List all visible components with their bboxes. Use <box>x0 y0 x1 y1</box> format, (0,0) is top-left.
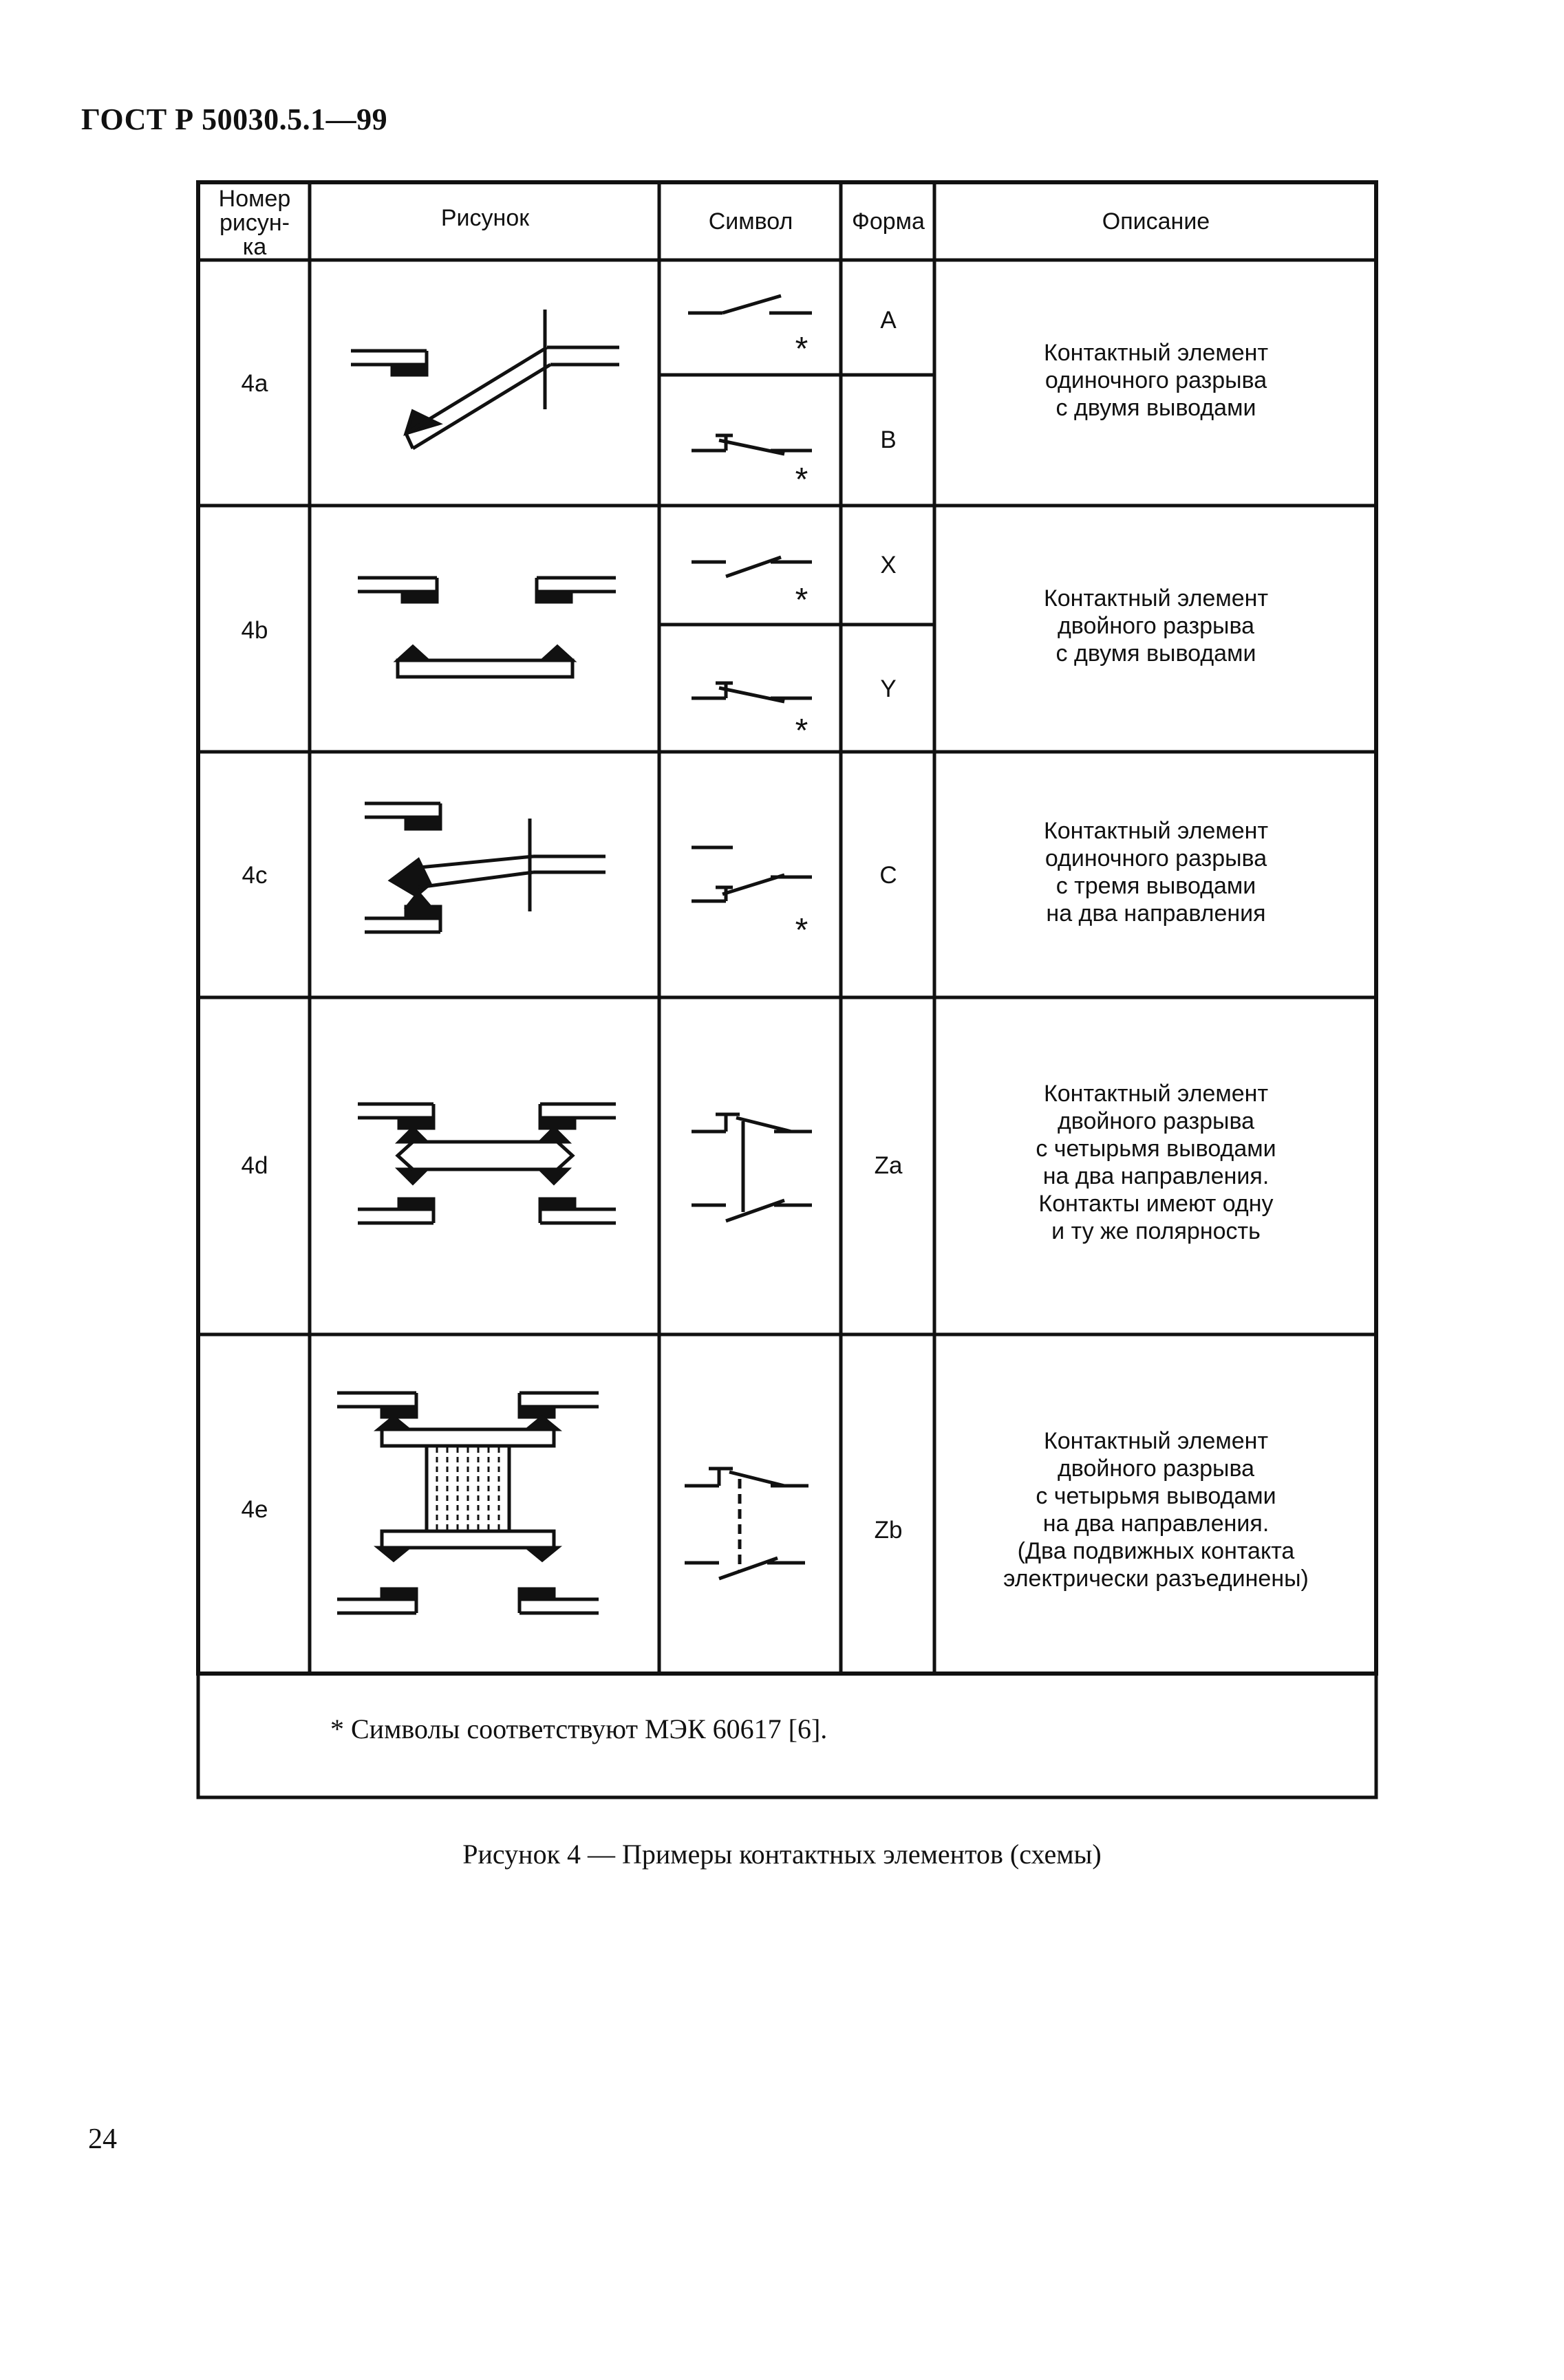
form-A: A <box>880 307 897 334</box>
drawing-4e <box>337 1393 599 1613</box>
symbol-B <box>692 435 812 454</box>
description-line: двойного разрыва <box>1057 1456 1255 1482</box>
description-line: двойного разрыва <box>1057 613 1255 639</box>
description-line: Контактный элемент <box>1043 340 1269 366</box>
description-4d <box>937 1080 1375 1245</box>
description-4c <box>937 817 1375 927</box>
form-Y: Y <box>880 675 897 702</box>
row-number-4c: 4c <box>242 862 268 889</box>
description-line: электрически разъединены) <box>1003 1566 1309 1592</box>
description-line: на два направления. <box>1042 1163 1270 1189</box>
description-line: и ту же полярность <box>1051 1218 1261 1244</box>
drawing-4b <box>358 578 616 677</box>
description-line: на два направления. <box>1042 1511 1270 1537</box>
description-4e <box>937 1427 1375 1592</box>
description-line: на два направления <box>1046 900 1266 927</box>
symbol-Za <box>692 1114 812 1221</box>
symbol-A <box>688 296 812 313</box>
description-line: Контактный элемент <box>1043 585 1269 612</box>
description-line: с двумя выводами <box>1056 395 1256 421</box>
column-header-description: Описание <box>1102 208 1210 235</box>
description-line: (Два подвижных контакта <box>1017 1538 1295 1564</box>
drawing-4c <box>365 803 606 932</box>
column-header-number <box>201 187 308 259</box>
column-header-number-line: Номер <box>218 186 291 212</box>
description-line: одиночного разрыва <box>1045 367 1267 393</box>
description-4b <box>937 585 1375 667</box>
symbol-X <box>692 557 812 576</box>
symbol-footnote-mark: * <box>795 713 808 749</box>
column-header-drawing: Рисунок <box>440 205 530 231</box>
column-header-form: Форма <box>852 208 925 235</box>
form-B: B <box>880 426 897 453</box>
column-header-number-line: рисун- <box>219 210 290 236</box>
column-header-number-line: ка <box>242 234 267 260</box>
row-number-4b: 4b <box>241 617 268 644</box>
drawing-4d <box>358 1104 616 1223</box>
row-number-4d: 4d <box>241 1152 268 1179</box>
description-line: Контактный элемент <box>1043 1428 1269 1454</box>
column-header-symbol: Символ <box>708 208 793 235</box>
description-line: Контактный элемент <box>1043 818 1269 844</box>
figure-caption: Рисунок 4 — Примеры контактных элементов (схемы) <box>462 1839 1102 1870</box>
symbol-footnote-mark: * <box>795 331 808 367</box>
description-line: двойного разрыва <box>1057 1108 1255 1134</box>
row-number-4e: 4e <box>241 1496 268 1523</box>
form-X: X <box>880 552 897 578</box>
form-Za: Za <box>874 1152 903 1179</box>
row-number-4a: 4a <box>241 370 268 397</box>
symbol-footnote-mark: * <box>795 582 808 618</box>
description-line: с тремя выводами <box>1056 873 1256 899</box>
form-Zb: Zb <box>874 1517 903 1544</box>
symbol-Y <box>692 683 812 702</box>
drawing-4a <box>351 310 619 448</box>
description-line: с четырьмя выводами <box>1036 1483 1276 1509</box>
description-line: Контакты имеют одну <box>1038 1191 1274 1217</box>
description-4a <box>937 339 1375 422</box>
symbol-footnote-mark: * <box>795 462 808 498</box>
symbol-footnote-mark: * <box>795 912 808 949</box>
symbol-C <box>692 847 812 901</box>
standard-designation: ГОСТ Р 50030.5.1—99 <box>81 102 388 136</box>
symbol-Zb <box>685 1469 808 1579</box>
table-footnote: * Символы соответствуют МЭК 60617 [6]. <box>330 1713 828 1744</box>
description-line: Контактный элемент <box>1043 1081 1269 1107</box>
description-line: с двумя выводами <box>1056 640 1256 667</box>
form-C: C <box>879 862 897 889</box>
page-number: 24 <box>88 2123 117 2155</box>
description-line: одиночного разрыва <box>1045 845 1267 872</box>
description-line: с четырьмя выводами <box>1036 1136 1276 1162</box>
